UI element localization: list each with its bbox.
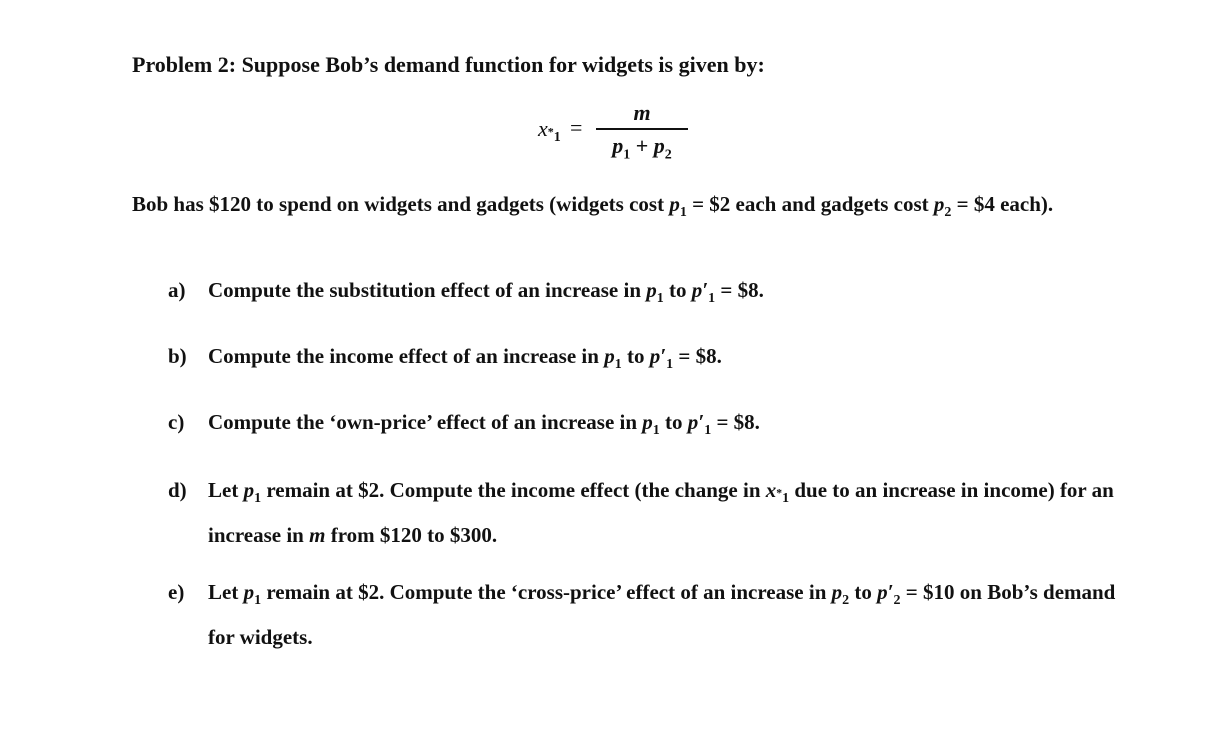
qa-p1-prime	[691, 278, 716, 307]
question-c	[168, 404, 1128, 449]
qb-p1-prime	[649, 344, 674, 373]
question-c-text	[208, 404, 1128, 449]
question-e-text	[208, 574, 1128, 655]
qe-text-3: = $10 on Bob’s demand for widgets.	[208, 580, 1116, 650]
intro-p1-var: p	[669, 192, 680, 216]
intro-p2-sub: 2	[944, 205, 952, 221]
qd-x-var: x	[765, 478, 777, 502]
equation-lhs	[538, 116, 561, 146]
question-a-text	[208, 272, 1128, 317]
qb-p1	[604, 344, 622, 373]
qa-p1-var: p	[646, 278, 657, 302]
qd-x-sub: 1	[782, 491, 790, 507]
den-p2-sub: 2	[664, 146, 672, 162]
intro-p2-var: p	[933, 192, 945, 216]
equation-lhs-star: *	[547, 124, 554, 139]
question-e	[168, 574, 1128, 655]
qc-text-2: = $8.	[711, 410, 760, 434]
qd-text-3: due to an increase in income) for an increase in	[208, 478, 1114, 548]
qa-mid: to	[663, 278, 692, 302]
qc-p1-prime-var: p′	[687, 410, 705, 434]
question-b-label: b)	[168, 344, 187, 368]
question-d-text	[208, 472, 1128, 553]
den-p1: p	[612, 132, 624, 158]
qb-p1-prime-var: p′	[649, 344, 667, 368]
qa-p1-sub: 1	[656, 291, 664, 307]
qe-p2-prime	[877, 580, 901, 609]
qd-p1-var: p	[243, 478, 255, 502]
den-plus: +	[630, 132, 654, 158]
qe-p2-sub: 2	[842, 593, 850, 609]
qd-p1	[243, 478, 262, 507]
equation-fraction	[596, 100, 688, 168]
equation-numerator: m	[633, 100, 651, 125]
qb-p1-prime-sub: 1	[666, 357, 674, 373]
question-e-label: e)	[168, 580, 185, 604]
qb-p1-sub: 1	[614, 357, 622, 373]
equation-denominator	[596, 133, 688, 168]
qb-mid: to	[621, 344, 650, 368]
question-b-text	[208, 338, 1128, 383]
equation-equals: =	[570, 115, 583, 140]
intro-p2	[933, 192, 952, 221]
question-b	[168, 338, 1128, 383]
den-p1-sub: 1	[623, 146, 631, 162]
intro-text-1: Bob has $120 to spend on widgets and gadgets (widgets cost	[132, 192, 670, 216]
qe-p1-sub: 1	[254, 593, 262, 609]
intro-p1-sub: 1	[679, 205, 687, 221]
qb-text-2: = $8.	[673, 344, 722, 368]
qd-x-star: *	[776, 486, 783, 500]
qe-p2	[831, 580, 850, 609]
qb-text-1: Compute the income effect of an increase in	[208, 344, 605, 368]
qc-p1-prime	[687, 410, 712, 439]
intro-paragraph	[132, 186, 1112, 231]
qe-p2-prime-var: p′	[877, 580, 894, 604]
qd-text-2: remain at $2. Compute the income effect (the change in	[261, 478, 766, 502]
demand-equation	[538, 100, 708, 170]
qd-text-4: from $120 to $300.	[325, 523, 498, 548]
qe-p1-var: p	[243, 580, 255, 604]
fraction-bar	[596, 128, 688, 130]
question-d-label: d)	[168, 478, 187, 502]
equation-lhs-var: x	[538, 116, 548, 141]
qe-mid: to	[849, 580, 878, 604]
qe-p2-prime-sub: 2	[893, 593, 901, 609]
equation-lhs-subscript: 1	[553, 130, 561, 146]
qe-text-2: remain at $2. Compute the ‘cross-price’ effect of an increase in	[261, 580, 832, 604]
problem-heading: Problem 2: Suppose Bob’s demand function for widgets is given by:	[132, 52, 765, 77]
qb-p1-var: p	[604, 344, 615, 368]
qc-text-1: Compute the ‘own-price’ effect of an increase in	[208, 410, 643, 434]
qe-text-1: Let	[208, 580, 244, 604]
qa-p1	[646, 278, 664, 307]
qc-p1-sub: 1	[652, 423, 660, 439]
qe-p1	[243, 580, 262, 609]
intro-text-2: = $2 each and gadgets cost	[686, 192, 934, 216]
qa-p1-prime-var: p′	[691, 278, 709, 302]
qe-p2-var: p	[831, 580, 843, 604]
question-a	[168, 272, 1128, 317]
qc-p1-prime-sub: 1	[704, 423, 712, 439]
intro-p1	[669, 192, 687, 221]
qd-m-var: m	[309, 523, 326, 548]
qd-text-1: Let	[208, 478, 244, 502]
qa-p1-prime-sub: 1	[708, 291, 716, 307]
question-a-label: a)	[168, 278, 186, 302]
qa-text-1: Compute the substitution effect of an increase in	[208, 278, 647, 302]
qd-x1-star	[765, 478, 790, 507]
den-p2: p	[653, 132, 665, 158]
qc-mid: to	[659, 410, 688, 434]
question-d	[168, 472, 1128, 553]
qc-p1-var: p	[642, 410, 653, 434]
question-c-label: c)	[168, 410, 185, 434]
qd-p1-sub: 1	[254, 491, 262, 507]
intro-text-3: = $4 each).	[951, 192, 1054, 216]
qa-text-2: = $8.	[715, 278, 764, 302]
qc-p1	[642, 410, 660, 439]
